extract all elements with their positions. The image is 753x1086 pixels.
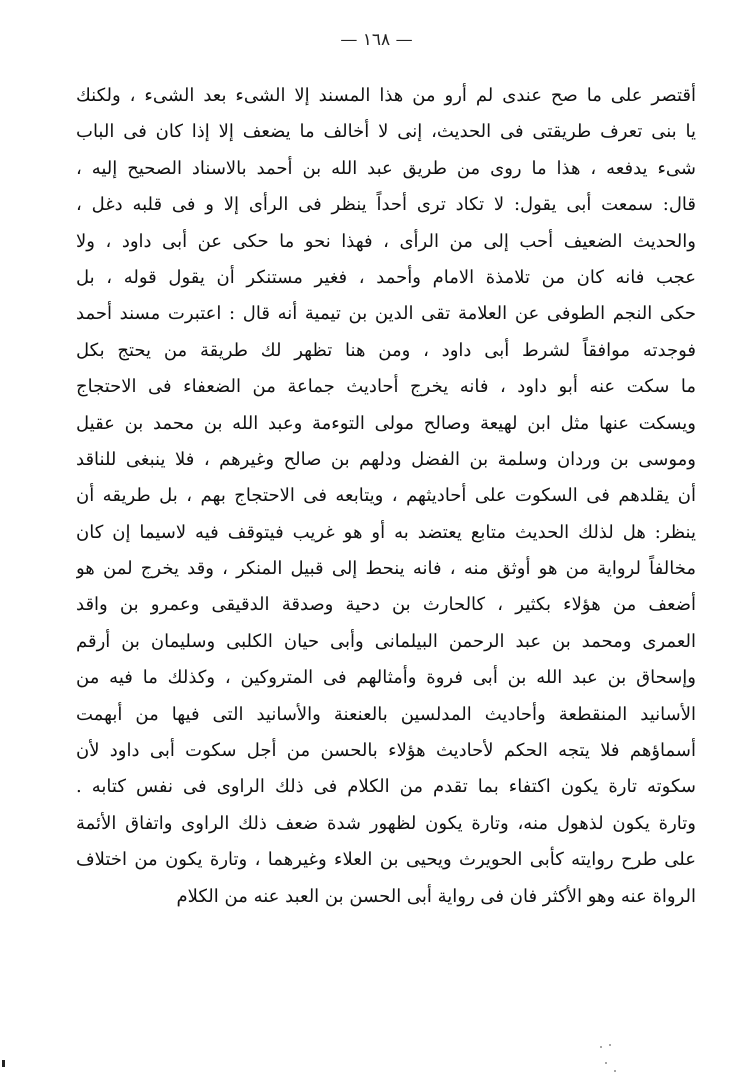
- text-line: وإسحاق بن عبد الله بن أبى فروة وأمثالهم فى المتروكين ، وكذلك ما فيه من: [76, 667, 696, 689]
- text-line: على طرح روايته كأبى الحويرث ويحيى بن العلاء وغيرهما ، وتارة يكون من اختلاف: [76, 849, 696, 871]
- body-text: [76, 78, 696, 915]
- text-line: ما سكت عنه أبو داود ، فانه يخرج أحاديث جماعة من الضعفاء فى الاحتجاج: [76, 376, 696, 398]
- scan-dot: [609, 1044, 611, 1046]
- text-line: أقتصر على ما صح عندى لم أرو من هذا المسند إلا الشىء بعد الشىء ، ولكنك: [76, 85, 696, 106]
- page-number: — ١٦٨ —: [340, 30, 413, 50]
- text-line: مخالفاً لرواية من هو أوثق منه ، فانه ينحط إلى قبيل المنكر ، وقد يخرج لمن هو: [76, 558, 696, 580]
- text-line: سكوته تارة يكون اكتفاء بما تقدم من الكلام فى ذلك الراوى فى نفس كتابه .: [76, 776, 696, 798]
- text-line: ينظر: هل لذلك الحديث متابع يعتضد به أو هو غريب فيتوقف فيه لاسيما إن كان: [76, 521, 696, 543]
- scan-speck: [2, 1060, 5, 1067]
- scan-specks: [596, 1040, 626, 1080]
- text-line: عجب فانه كان من تلامذة الامام وأحمد ، فغير مستنكر أن يقول قوله ، بل: [76, 266, 696, 288]
- text-line: ويسكت عنها مثل ابن لهيعة وصالح مولى التوءمة وعبد الله بن محمد بن عقيل: [76, 412, 696, 434]
- text-line: أسماؤهم فلا يتجه الحكم لأحاديث هؤلاء بالحسن من أجل سكوت أبى داود لأن: [76, 740, 696, 762]
- text-line: شىء يدفعه ، هذا ما روى من طريق عبد الله بن أحمد بالاسناد الصحيح إليه ،: [76, 157, 696, 179]
- text-line: قال: سمعت أبى يقول: لا تكاد ترى أحداً ينظر فى الرأى إلا و فى قلبه دغل ،: [76, 194, 696, 216]
- text-line: الرواة عنه وهو الأكثر فان فى رواية أبى الحسن بن العبد عنه من الكلام: [176, 885, 696, 907]
- scan-dot: [600, 1046, 602, 1048]
- text-line: أضعف من هؤلاء بكثير ، كالحارث بن دحية وصدقة الدقيقى وعمرو بن واقد: [76, 594, 696, 616]
- text-line: فوجدته موافقاً لشرط أبى داود ، ومن هنا تظهر لك طريقة من يحتج بكل: [76, 339, 696, 361]
- scan-dot: [614, 1070, 616, 1072]
- text-line: وتارة يكون لذهول منه، وتارة يكون لظهور شدة ضعف ذلك الراوى واتفاق الأئمة: [76, 812, 696, 834]
- text-line: حكى النجم الطوفى عن العلامة تقى الدين بن تيمية أنه قال : اعتبرت مسند أحمد: [76, 303, 696, 325]
- text-line: العمرى ومحمد بن عبد الرحمن البيلمانى وأبى حيان الكلبى وسليمان بن أرقم: [76, 630, 696, 652]
- text-line: يا بنى تعرف طريقتى فى الحديث، إنى لا أخالف ما يضعف إلا إذا كان فى الباب: [76, 121, 696, 143]
- text-line: الأسانيد المنقطعة وأحاديث المدلسين بالعنعنة والأسانيد التى فيها من أبهمت: [76, 703, 696, 725]
- scan-dot: [605, 1062, 607, 1064]
- text-line: أن يقلدهم فى السكوت على أحاديثهم ، ويتابعه فى الاحتجاج بهم ، بل طريقه أن: [76, 485, 696, 507]
- text-line: وموسى بن وردان وسلمة بن الفضل ودلهم بن صالح وغيرهم ، فلا ينبغى للناقد: [76, 448, 696, 470]
- text-line: والحديث الضعيف أحب إلى من الرأى ، فهذا نحو ما حكى عن أبى داود ، ولا: [76, 230, 696, 252]
